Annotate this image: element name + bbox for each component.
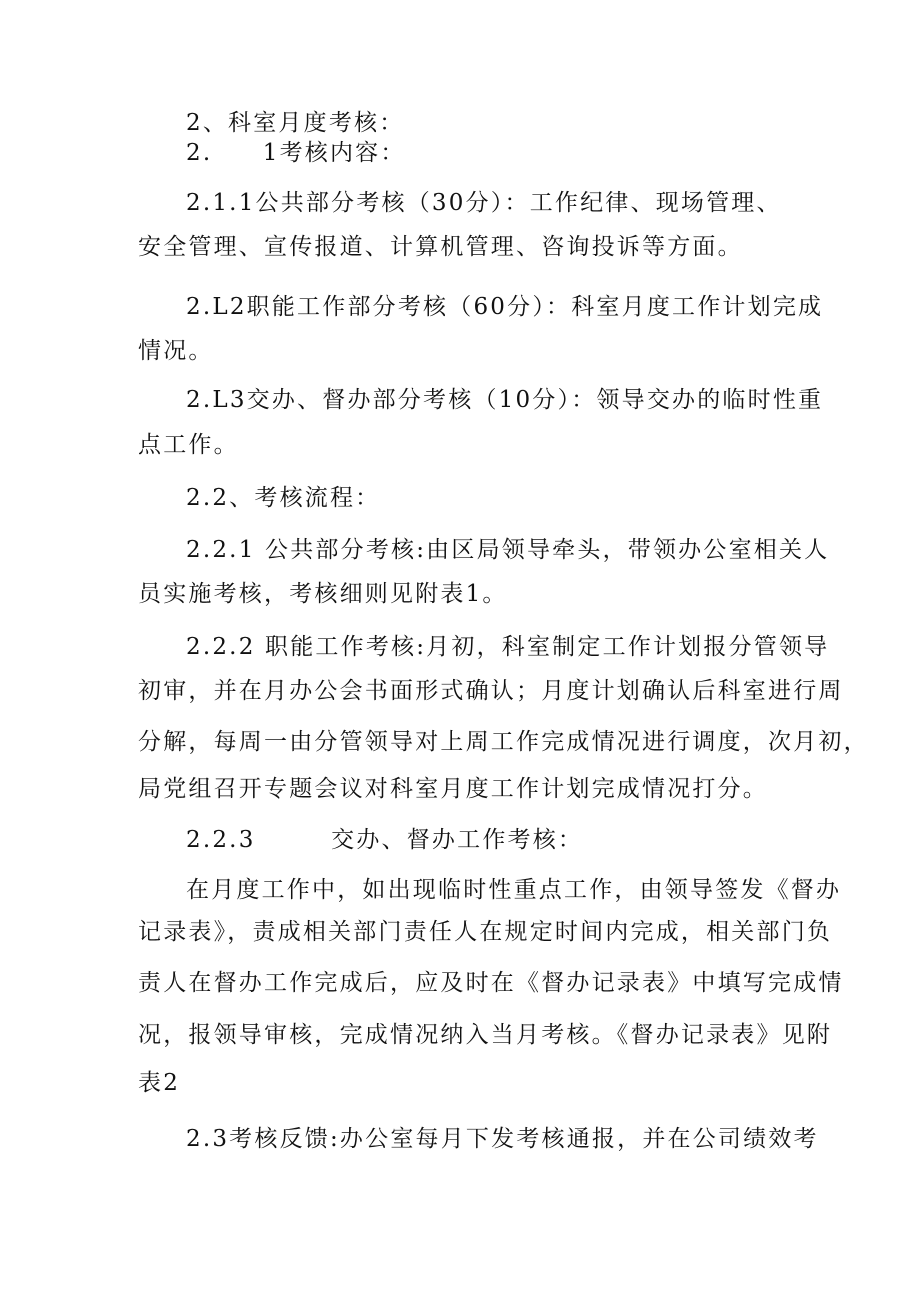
paragraph-line: 点工作。 [138, 432, 239, 458]
paragraph-line: 2.1.1公共部分考核（30分）：工作纪律、现场管理、 [186, 190, 782, 216]
paragraph-line: 分解，每周一由分管领导对上周工作完成情况进行调度，次月初， [138, 729, 869, 755]
paragraph-line: 2.3考核反馈:办公室每月下发考核通报，并在公司绩效考 [186, 1126, 819, 1152]
paragraph-line: 2.L3交办、督办部分考核（10分）：领导交办的临时性重 [186, 387, 824, 413]
paragraph-line: 在月度工作中，如出现临时性重点工作，由领导签发《督办 [186, 877, 842, 903]
paragraph-line: 责人在督办工作完成后，应及时在《督办记录表》中填写完成情 [138, 970, 844, 996]
paragraph-line: 2.2.1 公共部分考核:由区局领导牵头，带领办公室相关人 [186, 537, 830, 563]
paragraph-line: 安全管理、宣传报道、计算机管理、咨询投诉等方面。 [138, 234, 743, 260]
paragraph-line: 况，报领导审核，完成情况纳入当月考核。《督办记录表》见附 [138, 1022, 833, 1048]
paragraph-line: 记录表》，责成相关部门责任人在规定时间内完成，相关部门负 [138, 919, 833, 945]
paragraph-line: 表2 [138, 1070, 181, 1096]
subsection-heading: 2.2.3 交办、督办工作考核： [186, 827, 584, 853]
subsection-heading: 2. 1考核内容： [186, 140, 406, 166]
paragraph-line: 2.L2职能工作部分考核（60分）：科室月度工作计划完成 [186, 294, 824, 320]
subsection-heading: 2.2、考核流程： [186, 485, 381, 511]
paragraph-line: 初审，并在月办公会书面形式确认；月度计划确认后科室进行周 [138, 678, 844, 704]
section-heading: 2、科室月度考核： [186, 110, 405, 136]
paragraph-line: 情况。 [138, 338, 214, 364]
paragraph-line: 2.2.2 职能工作考核:月初，科室制定工作计划报分管领导 [186, 634, 830, 660]
paragraph-line: 员实施考核，考核细则见附表1。 [138, 581, 508, 607]
paragraph-line: 局党组召开专题会议对科室月度工作计划完成情况打分。 [138, 776, 768, 802]
